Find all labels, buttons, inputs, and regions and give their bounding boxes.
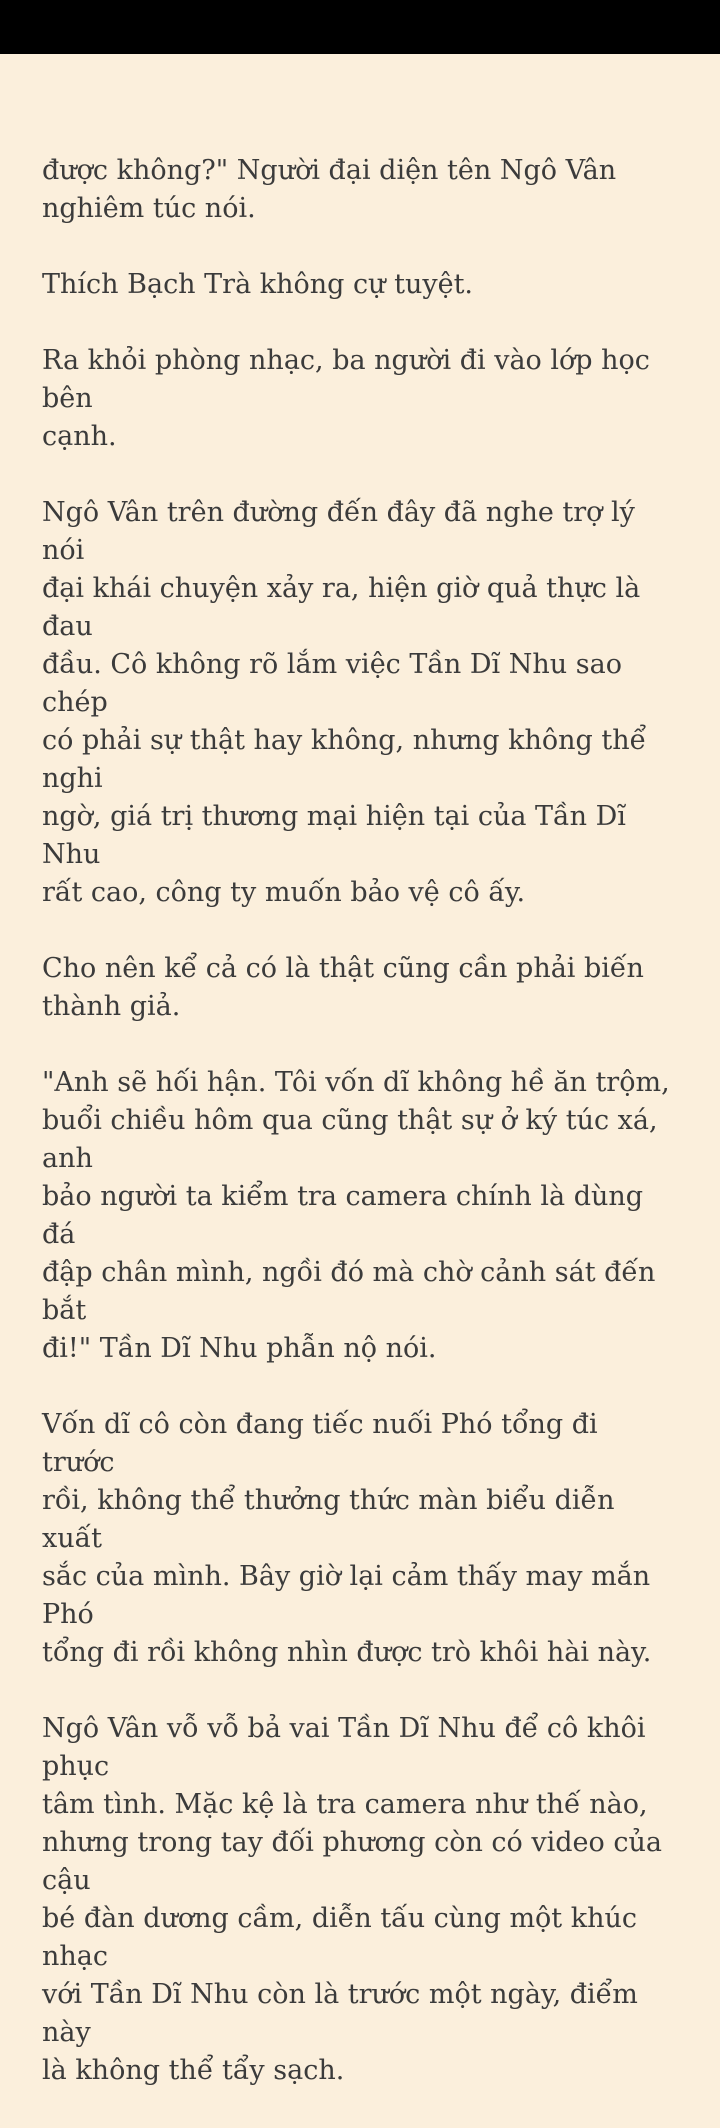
reader-page[interactable] bbox=[0, 54, 720, 2086]
paragraph-8: Ngô Vân vỗ vỗ bả vai Tần Dĩ Nhu để cô khôi phục tâm tình. Mặc kệ là tra camera như thế nào, nhưng trong tay đối phương còn có video của cậu bé đàn dương cầm, diễn tấu cùng một khúc nhạc với Tần Dĩ Nhu còn là trước một ngày, điểm này là không thể tẩy sạch. bbox=[42, 1713, 662, 2086]
status-bar bbox=[0, 0, 720, 54]
paragraph-3: Ra khỏi phòng nhạc, ba người đi vào lớp học bên cạnh. bbox=[42, 345, 650, 452]
paragraph-2: Thích Bạch Trà không cự tuyệt. bbox=[42, 269, 474, 300]
paragraph-1: được không?" Người đại diện tên Ngô Vân nghiêm túc nói. bbox=[42, 155, 617, 224]
paragraph-5: Cho nên kể cả có là thật cũng cần phải biến thành giả. bbox=[42, 953, 644, 1022]
paragraph-4: Ngô Vân trên đường đến đây đã nghe trợ lý nói đại khái chuyện xảy ra, hiện giờ quả thực là đau đầu. Cô không rõ lắm việc Tần Dĩ Nhu sao chép có phải sự thật hay không, nhưng không thể nghi ngờ, giá trị thương mại hiện tại của Tần Dĩ Nhu rất cao, công ty muốn bảo vệ cô ấy. bbox=[42, 497, 647, 908]
paragraph-7: Vốn dĩ cô còn đang tiếc nuối Phó tổng đi trước rồi, không thể thưởng thức màn biểu diễn xuất sắc của mình. Bây giờ lại cảm thấy may mắn Phó tổng đi rồi không nhìn được trò khôi hài này. bbox=[42, 1409, 652, 1668]
paragraph-6: "Anh sẽ hối hận. Tôi vốn dĩ không hề ăn trộm, buổi chiều hôm qua cũng thật sự ở ký túc xá, anh bảo người ta kiểm tra camera chính là dùng đá đập chân mình, ngồi đó mà chờ cảnh sát đến bắt đi!" Tần Dĩ Nhu phẫn nộ nói. bbox=[42, 1067, 670, 1364]
chapter-text bbox=[42, 152, 678, 2128]
